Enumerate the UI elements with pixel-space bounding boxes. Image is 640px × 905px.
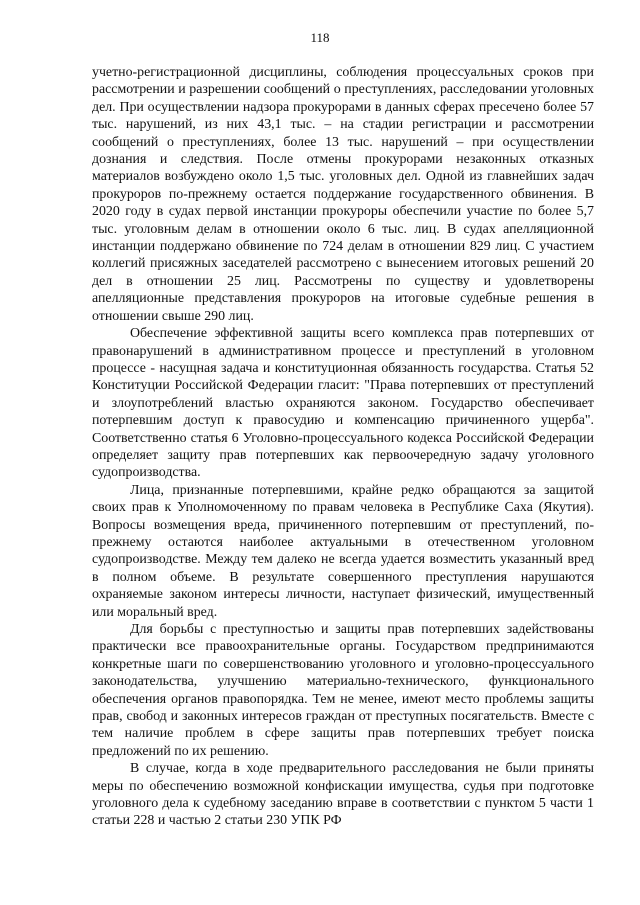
paragraph-4: Для борьбы с преступностью и защиты прав потерпевших задействованы практически все правоохранительные органы. Государством предпринимаются конкретные шаги по совершенствованию уголовного и уголовно-процессуального законодательства, улучшению материально-технического, функционального обеспечения органов правопорядка. Тем не менее, имеют место проблемы защиты прав, свобод и законных интересов граждан от преступных посягательств. Вместе с тем наличие проблем в сфере защиты прав потерпевших требует поиска предложений по их решению. xyxy=(92,622,594,759)
paragraph-5: В случае, когда в ходе предварительного расследования не были приняты меры по обеспечению возможной конфискации имущества, судья при подготовке уголовного дела к судебному заседанию вправе в соответствии с пунктом 5 части 1 статьи 228 и частью 2 статьи 230 УПК РФ xyxy=(92,761,594,829)
paragraph-3: Лица, признанные потерпевшими, крайне редко обращаются за защитой своих прав к Уполномоченному по правам человека в Республике Саха (Якутия). Вопросы возмещения вреда, причиненного потерпевшим от преступлений, по-прежнему остаются наиболее актуальными в отечественном уголовном судопроизводстве. Между тем далеко не всегда удается возместить указанный вред в полном объеме. В результате совершенного преступления нарушаются охраняемые законом интересы личности, наступает физический, имущественный или моральный вред. xyxy=(92,482,594,620)
document-body xyxy=(92,64,594,830)
page-number: 118 xyxy=(310,30,330,45)
paragraph-2: Обеспечение эффективной защиты всего комплекса прав потерпевших от правонарушений в административном процессе и преступлений в уголовном процессе - насущная задача и конституционная обязанность государства. Статья 52 Конституции Российской Федерации гласит: "Права потерпевших от преступлений и злоупотреблений властью охраняются законом. Государство обеспечивает потерпевшим доступ к правосудию и компенсацию причиненного ущерба". Соответственно статья 6 Уголовно-процессуального кодекса Российской Федерации определяет защиту прав потерпевших как первоочередную задачу уголовного судопроизводства. xyxy=(92,326,594,481)
paragraph-1: учетно-регистрационной дисциплины, соблюдения процессуальных сроков при рассмотрении и разрешении сообщений о преступлениях, расследовании уголовных дел. При осуществлении надзора прокурорами в данных сферах пресечено более 57 тыс. нарушений, из них 43,1 тыс. – на стадии регистрации и рассмотрении сообщений о преступлениях, более 13 тыс. нарушений – при осуществлении дознания и следствия. После отмены прокурорами незаконных отказных материалов возбуждено около 1,5 тыс. уголовных дел. Одной из главнейших задач прокуроров по-прежнему остается поддержание государственного обвинения. В 2020 году в судах первой инстанции прокуроры обеспечили участие по более 5,7 тыс. уголовным делам в отношении около 6 тыс. лиц. В судах апелляционной инстанции поддержано обвинение по 724 делам в отношении 829 лиц. С участием коллегий присяжных заседателей рассмотрено с вынесением итоговых решений 20 дел в отношении 25 лиц. Рассмотрены по существу и удовлетворены апелляционные представления прокуроров на итоговые судебные решения в отношении свыше 290 лиц. xyxy=(92,65,594,324)
